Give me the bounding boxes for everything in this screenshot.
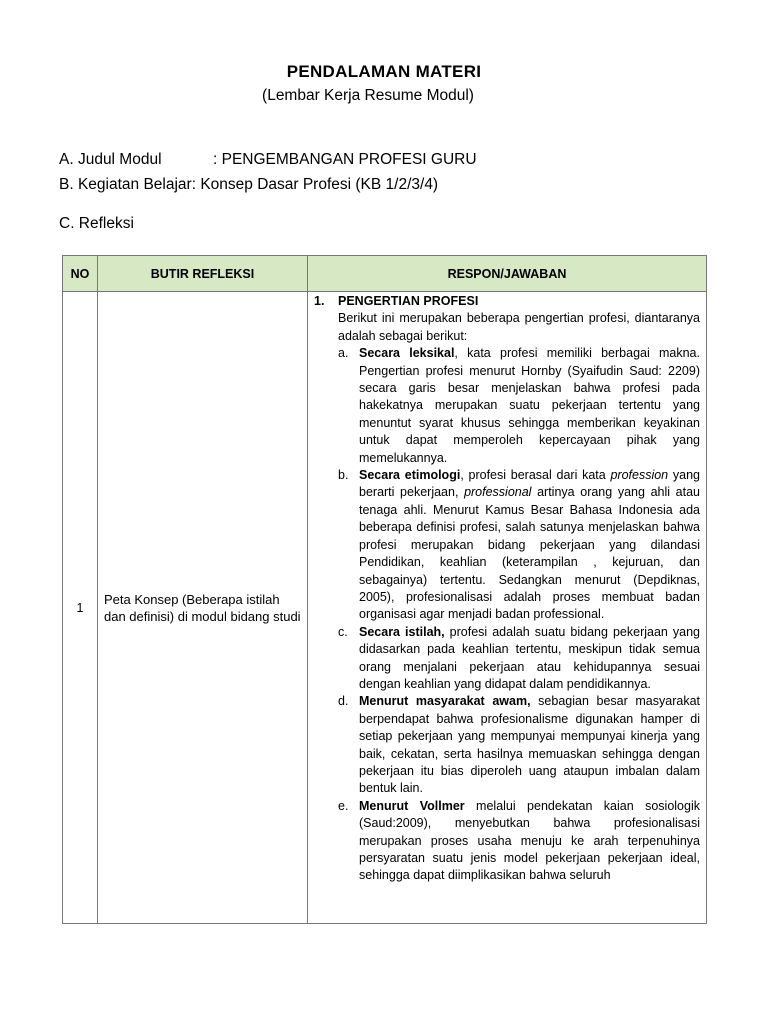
list-item-lead: Menurut Vollmer bbox=[359, 798, 465, 813]
list-item-emphasis: professional bbox=[464, 485, 532, 500]
list-item-lead: Menurut masyarakat awam, bbox=[359, 694, 531, 709]
document-title: PENDALAMAN MATERI bbox=[286, 62, 482, 81]
list-item bbox=[338, 624, 700, 694]
module-title-value: : PENGEMBANGAN PROFESI GURU bbox=[213, 151, 477, 168]
list-item-text bbox=[359, 467, 700, 624]
module-title-label: A. Judul Modul bbox=[59, 151, 162, 168]
list-item-body: sebagian besar masyarakat berpendapat bahwa profesionalisme digunakan hamper di setiap pekerjaan yang mempunyai mempunyai kinerja yang baik, cekatan, serta hasilnya memuaskan sehingga dengan pekerjaan itu bias diperoleh uang ataupun imbalan dalam bentuk lain. bbox=[359, 694, 700, 796]
list-item-label: d. bbox=[338, 694, 349, 709]
list-item-text bbox=[359, 624, 700, 694]
list-item-text bbox=[359, 798, 700, 885]
list-item bbox=[338, 345, 700, 467]
section-heading bbox=[314, 293, 700, 310]
header-respon-jawaban: RESPON/JAWABAN bbox=[308, 256, 707, 292]
list-item-emphasis: profession bbox=[610, 468, 669, 483]
header-no: NO bbox=[63, 256, 98, 292]
document-subtitle: (Lembar Kerja Resume Modul) bbox=[262, 87, 474, 104]
list-item-body: , kata profesi memiliki berbagai makna. Pengertian profesi menurut Hornby (Syaifudin Saud: 2209) secara garis besar menjelaskan bahwa profesi pada hakekatnya merupakan suatu pekerjaan tertentu yang menuntut syarat khusus sehingga memberikan keyakinan untuk dapat memperoleh kepercayaan pihak yang memelukannya. bbox=[359, 346, 700, 465]
list-item-body: , profesi berasal dari kata bbox=[460, 468, 611, 483]
list-item-body: yang berarti pekerjaan, bbox=[359, 468, 700, 500]
list-item bbox=[338, 467, 700, 624]
list-item-text bbox=[359, 345, 700, 467]
list-item-label: c. bbox=[338, 624, 348, 639]
response-cell bbox=[308, 292, 707, 924]
reflection-item: Peta Konsep (Beberapa istilah dan definisi) di modul bidang studi bbox=[98, 292, 308, 924]
learning-activity-label: B. Kegiatan Belajar bbox=[59, 176, 192, 193]
reflection-heading: C. Refleksi bbox=[59, 215, 134, 232]
reflection-table bbox=[62, 255, 707, 924]
learning-activity-row bbox=[59, 176, 438, 194]
list-item-label: a. bbox=[338, 346, 349, 361]
table-header-row bbox=[63, 256, 707, 292]
list-item-lead: Secara istilah, bbox=[359, 624, 445, 639]
header-butir-refleksi: BUTIR REFLEKSI bbox=[98, 256, 308, 292]
list-item bbox=[338, 693, 700, 797]
list-item-lead: Secara etimologi bbox=[359, 468, 461, 483]
response-content bbox=[314, 293, 700, 923]
list-item-label: e. bbox=[338, 798, 349, 813]
learning-activity-value: : Konsep Dasar Profesi (KB 1/2/3/4) bbox=[191, 176, 439, 193]
section-intro: Berikut ini merupakan beberapa pengertian profesi, diantaranya adalah sebagai berikut: bbox=[338, 311, 700, 343]
list-item-label: b. bbox=[338, 468, 349, 483]
list-item-body: artinya orang yang ahli atau tenaga ahli. Menurut Kamus Besar Bahasa Indonesia ada beberapa definisi profesi, salah satunya menjelaskan bahwa profesi merupakan bidang pekerjaan yang dilandasi Pendidikan, keahlian (keterampilan , kejuruan, dan sebagainya) tertentu. Sedangkan menurut (Depdiknas, 2005), profesionalisasi adalah proses membuat badan organisasi agar menjadi badan professional. bbox=[359, 485, 700, 622]
row-number: 1 bbox=[63, 292, 98, 924]
module-title-row bbox=[59, 151, 477, 169]
list-item-body: melalui pendekatan kaian sosiologik (Saud:2009), menyebutkan bahwa profesionalisasi merupakan proses usaha menuju ke arah terpenuhinya persyaratan suatu jenis model pekerjaan pekerjaan ideal, sehingga dapat diimplikasikan bahwa seluruh bbox=[359, 798, 700, 883]
section-title: PENGERTIAN PROFESI bbox=[338, 294, 479, 308]
list-item-text bbox=[359, 693, 700, 797]
table-row bbox=[63, 292, 707, 924]
list-item bbox=[338, 798, 700, 885]
list-item-body: profesi adalah suatu bidang pekerjaan yang didasarkan pada keahlian tertentu, meskipun tidak semua orang menjalani pekerjaan atau kehidupannya sesuai dengan keahlian yang didapat dalam pendidikannya. bbox=[359, 624, 700, 691]
section-number: 1. bbox=[314, 294, 325, 308]
list-item-lead: Secara leksikal bbox=[359, 346, 455, 361]
